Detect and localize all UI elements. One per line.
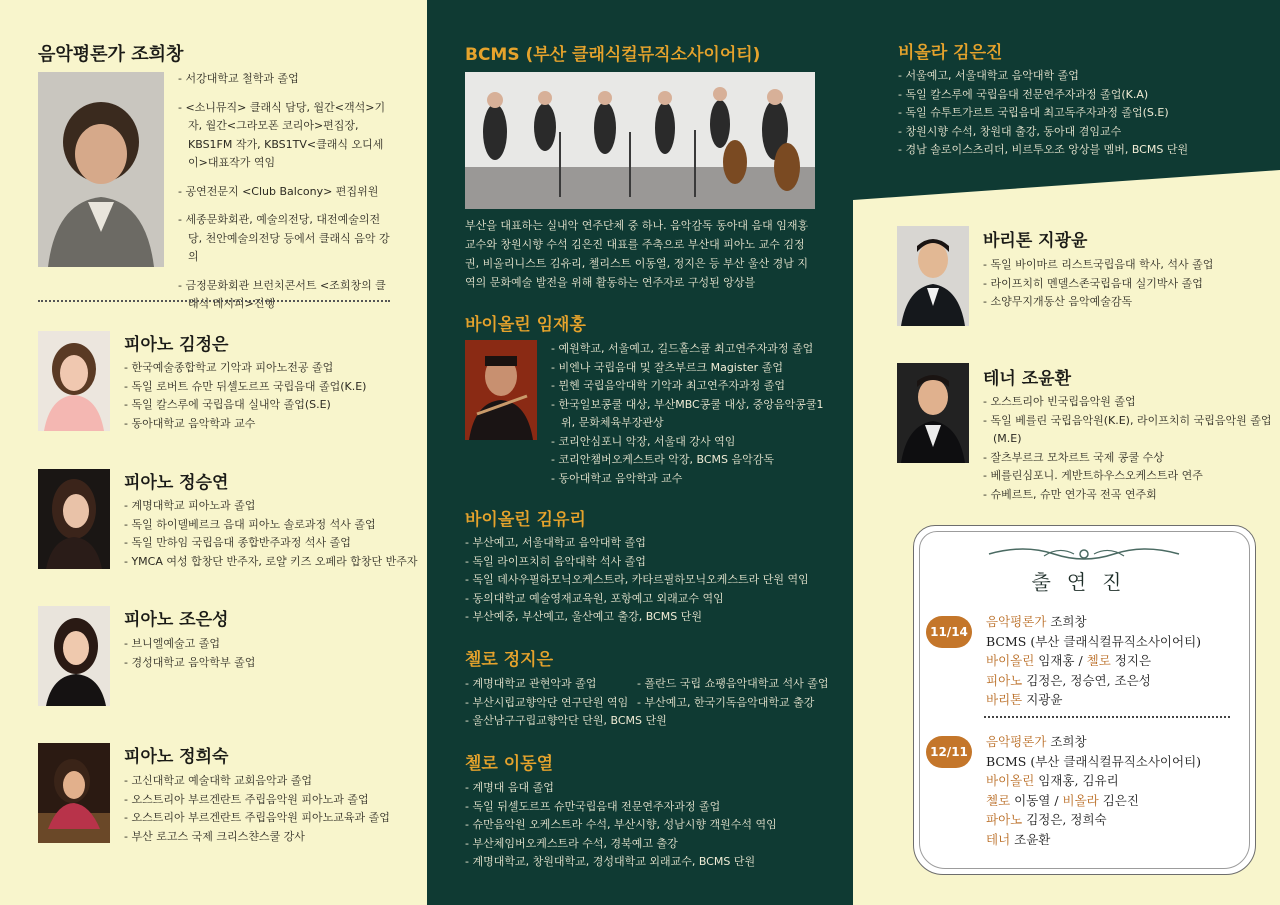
pianist-cho-name: 피아노 조은성	[124, 610, 229, 630]
bcms-title: BCMS (부산 클래식컬뮤직소사이어티)	[465, 45, 761, 65]
bio-item: - 독일 베를린 국립음악원(K.E), 라이프치히 국립음악원 졸업(M.E)	[983, 413, 1272, 445]
cast-line	[986, 830, 1201, 850]
cast-performer: 김정은, 정승연, 조은성	[1026, 672, 1151, 688]
cast-performer: 조희창	[1050, 614, 1087, 629]
bio-item: - 금정문화회관 브런치콘서트 <조희창의 클래식 레시피>진행	[178, 278, 386, 310]
bio-item: - 부산 로고스 국제 크리스챤스쿨 강사	[124, 829, 305, 843]
bio-item: - 오스트리아 부르겐란트 주립음악원 피아노과 졸업	[124, 792, 369, 806]
ornament-icon	[984, 544, 1184, 564]
cast-performer: 조윤환	[1014, 831, 1051, 847]
cast-line	[986, 632, 1201, 652]
bio-item: - 슈만음악원 오케스트라 수석, 부산시향, 성남시향 객원수석 역임	[465, 818, 777, 831]
baritone-name: 바리톤 지광윤	[983, 231, 1088, 251]
cast-line	[986, 791, 1201, 811]
bio-item: - 계명대학교 피아노과 졸업	[124, 499, 256, 512]
bio-item: - 공연전문지 <Club Balcony> 편집위원	[178, 184, 379, 198]
bio-item: - YMCA 여성 합창단 반주자, 로얄 키즈 오페라 합창단 반주자	[124, 554, 418, 568]
cast-performer: 김정은, 정희숙	[1026, 812, 1107, 827]
bio-item: - 동아대학교 음악학과 교수	[124, 416, 256, 430]
critic-bio	[178, 70, 393, 314]
pianist-kim-photo	[38, 331, 110, 431]
cast-role: 음악평론가	[986, 734, 1051, 749]
bio-item: - 한국예술종합학교 기악과 피아노전공 졸업	[124, 361, 334, 374]
bcms-ensemble-photo	[465, 72, 815, 209]
bio-item: - 세종문화회관, 예술의전당, 대전예술의전당, 천안예술의전당 등에서 클래식 음악 강의	[178, 213, 390, 263]
cello2-bio	[465, 779, 835, 872]
cast-line	[986, 671, 1201, 691]
cast-role: 바리톤	[986, 692, 1027, 707]
bio-item: - 한국일보콩쿨 대상, 부산MBC콩쿨 대상, 중앙음악콩쿨1위, 문화체육부장관상	[551, 397, 824, 429]
bio-item: - 예원학교, 서울예고, 길드홀스쿨 최고연주자과정 졸업	[551, 342, 814, 355]
viola-name: 비올라 김은진	[898, 43, 1003, 63]
cast-line	[986, 771, 1201, 791]
cello1-bio-col2	[637, 675, 837, 712]
tenor-name: 테너 조윤환	[983, 369, 1072, 389]
cast-role: 첼로	[1086, 653, 1115, 668]
cast-performer: 임재홍 /	[1038, 653, 1087, 668]
bio-item: - 부산예중, 부산예고, 울산예고 출강, BCMS 단원	[465, 610, 702, 623]
tenor-bio	[983, 393, 1273, 504]
bio-item: - 소양무지개동산 음악예술감독	[983, 295, 1133, 308]
bio-item: - 계명대학교, 창원대학교, 경성대학교 외래교수, BCMS 단원	[465, 855, 756, 868]
pianist-kim-bio	[124, 359, 424, 433]
bio-item: - 부산체임버오케스트라 수석, 경북예고 출강	[465, 836, 678, 850]
cast-line	[986, 752, 1201, 772]
pianist-jung-photo	[38, 469, 110, 569]
bio-item: - 동의대학교 예술영재교육원, 포항예고 외래교수 역임	[465, 591, 724, 605]
bio-item: - 독일 만하임 국립음대 종합반주과정 석사 졸업	[124, 536, 351, 549]
violin1-photo	[465, 340, 537, 440]
bio-item: - 계명대학교 관현악과 졸업	[465, 677, 597, 690]
bio-item: - 부산시립교향악단 연구단원 역임	[465, 695, 629, 709]
bio-item: - 브니엘예술고 졸업	[124, 637, 220, 650]
critic-photo	[38, 72, 164, 267]
cast-role: 바이올린	[986, 653, 1039, 668]
pianist-cho-bio	[124, 635, 424, 672]
middle-panel	[427, 0, 853, 905]
bio-item: - 독일 뒤셀도르프 슈만국립음대 전문연주자과정 졸업	[465, 799, 721, 813]
bio-item: - 부산예고, 서울대학교 음악대학 졸업	[465, 536, 646, 549]
cello1-name: 첼로 정지은	[465, 650, 554, 670]
bio-item: - 독일 데사우필하모닉오케스트라, 카타르필하모닉오케스트라 단원 역임	[465, 573, 809, 586]
bio-item: - 뮌헨 국립음악대학 기악과 최고연주자과정 졸업	[551, 379, 785, 392]
viola-bio	[898, 67, 1268, 160]
cast-line	[986, 612, 1201, 632]
cast-performer: BCMS (부산 클래식컬뮤직소사이어티)	[986, 753, 1202, 769]
bio-item: - 폴란드 국립 쇼팽음악대학교 석사 졸업	[637, 677, 829, 690]
cast-performer: 이동열 /	[1014, 792, 1063, 808]
show2-cast-list	[986, 732, 1201, 849]
violin2-name: 바이올린 김유리	[465, 510, 586, 530]
cast-divider	[984, 716, 1230, 718]
bio-item: - 독일 바이마르 리스트국립음대 학사, 석사 졸업	[983, 258, 1214, 271]
bcms-description: 부산을 대표하는 실내악 연주단체 중 하나. 음악감독 동아대 음대 임재홍 교수와 창원시향 수석 김은진 대표를 주축으로 부산대 피아노 교수 김정권, 비올리니스트 김유리, 첼리스트 이동열, 정지은 등 부산 울산 경남 지역의 문화예술 발전을 위해 활동하는 연주자로 구성된 앙상블	[465, 219, 809, 289]
cast-performer: 임재홍, 김유리	[1038, 773, 1119, 788]
cast-role: 첼로	[986, 792, 1015, 808]
cast-line	[986, 732, 1201, 752]
bio-item: - 베를린심포니. 게반트하우스오케스트라 연주	[983, 469, 1203, 482]
pianist-jung-name: 피아노 정승연	[124, 473, 229, 493]
bio-item: - 독일 라이프치히 음악대학 석사 졸업	[465, 554, 646, 568]
bio-item: - 고신대학교 예술대학 교회음악과 졸업	[124, 774, 312, 787]
bio-item: - 창원시향 수석, 창원대 출강, 동아대 겸임교수	[898, 124, 1122, 138]
baritone-photo	[897, 226, 969, 326]
cast-role: 음악평론가	[986, 614, 1051, 629]
show2-date-badge: 12/11	[926, 736, 972, 768]
pianist-jung-bio	[124, 497, 424, 571]
tenor-photo	[897, 363, 969, 463]
bio-item: - 서강대학교 철학과 졸업	[178, 72, 299, 85]
cast-performer: 조희창	[1050, 734, 1087, 749]
cast-performer: 김은진	[1102, 792, 1139, 808]
cast-role: 파아노	[986, 812, 1027, 827]
cast-role: 테너	[986, 831, 1015, 847]
cast-role: 비올라	[1062, 792, 1103, 808]
pianist-kim-name: 피아노 김정은	[124, 335, 229, 355]
bio-item: - 코리안심포니 악장, 서울대 강사 역임	[551, 434, 736, 448]
bio-item: - 독일 슈투트가르트 국립음대 최고독주자과정 졸업(S.E)	[898, 106, 1169, 119]
violin2-bio	[465, 534, 835, 627]
bio-item: - 독일 칼스루에 국립음대 실내악 졸업(S.E)	[124, 398, 331, 411]
cello1-bio-col1	[465, 675, 667, 731]
bio-item: - 코리안챔버오케스트라 악장, BCMS 음악감독	[551, 453, 774, 466]
cast-performer: BCMS (부산 클래식컬뮤직소사이어티)	[986, 633, 1202, 649]
divider	[38, 300, 390, 302]
bio-item: - 라이프치히 멘델스존국립음대 실기박사 졸업	[983, 276, 1203, 290]
bio-item: - 울산남구구립교향악단 단원, BCMS 단원	[465, 714, 667, 727]
bio-item: - 독일 로버트 슈만 뒤셀도르프 국립음대 졸업(K.E)	[124, 379, 367, 393]
critic-name: 음악평론가 조희창	[38, 44, 184, 65]
cast-title: 출연진	[1031, 570, 1138, 594]
bio-item: - 계명대 음대 졸업	[465, 781, 554, 794]
bio-item: - <소니뮤직> 클래식 담당, 월간<객석>기자, 월간<그라모폰 코리아>편집장, KBS1FM 작가, KBS1TV<클래식 오디세이>대표작가 역임	[178, 100, 386, 169]
show1-date-badge: 11/14	[926, 616, 972, 648]
pianist-cho-photo	[38, 606, 110, 706]
cast-line	[986, 690, 1201, 710]
show1-cast-list	[986, 612, 1201, 710]
bio-item: - 독일 칼스루에 국립음대 전문연주자과정 졸업(K.A)	[898, 87, 1149, 101]
cast-role: 피아노	[986, 672, 1027, 688]
pianist-jeong-name: 피아노 정희숙	[124, 747, 229, 767]
bio-item: - 오스트리아 부르겐란트 주립음악원 피아노교육과 졸업	[124, 811, 390, 824]
bio-item: - 동아대학교 음악학과 교수	[551, 471, 683, 485]
cello2-name: 첼로 이동열	[465, 754, 554, 774]
bio-item: - 서울예고, 서울대학교 음악대학 졸업	[898, 69, 1079, 82]
bio-item: - 비엔나 국립음대 및 잘츠부르크 Magister 졸업	[551, 360, 783, 374]
cast-line	[986, 810, 1201, 830]
cast-line	[986, 651, 1201, 671]
cast-performer: 정지은	[1114, 653, 1152, 668]
bio-item: - 독일 하이델베르크 음대 피아노 솔로과정 석사 졸업	[124, 517, 376, 531]
bio-item: - 오스트리아 빈국립음악원 졸업	[983, 395, 1136, 408]
left-panel	[0, 0, 427, 905]
bio-item: - 경성대학교 음악학부 졸업	[124, 655, 256, 669]
pianist-jeong-bio	[124, 772, 424, 846]
bio-item: - 부산예고, 한국기독음악대학교 출강	[637, 695, 815, 709]
cast-box	[913, 525, 1256, 875]
bio-item: - 경남 솔로이스츠리더, 비르투오조 앙상블 멤버, BCMS 단원	[898, 143, 1189, 156]
baritone-bio	[983, 256, 1273, 312]
violin1-bio	[551, 340, 826, 488]
violin1-name: 바이올린 임재홍	[465, 315, 586, 335]
pianist-jeong-photo	[38, 743, 110, 843]
cast-performer: 지광윤	[1026, 692, 1063, 707]
cast-role: 바이올린	[986, 773, 1039, 788]
bio-item: - 슈베르트, 슈만 연가곡 전곡 연주회	[983, 487, 1157, 501]
bio-item: - 잘츠부르크 모차르트 국제 콩쿨 수상	[983, 450, 1164, 464]
